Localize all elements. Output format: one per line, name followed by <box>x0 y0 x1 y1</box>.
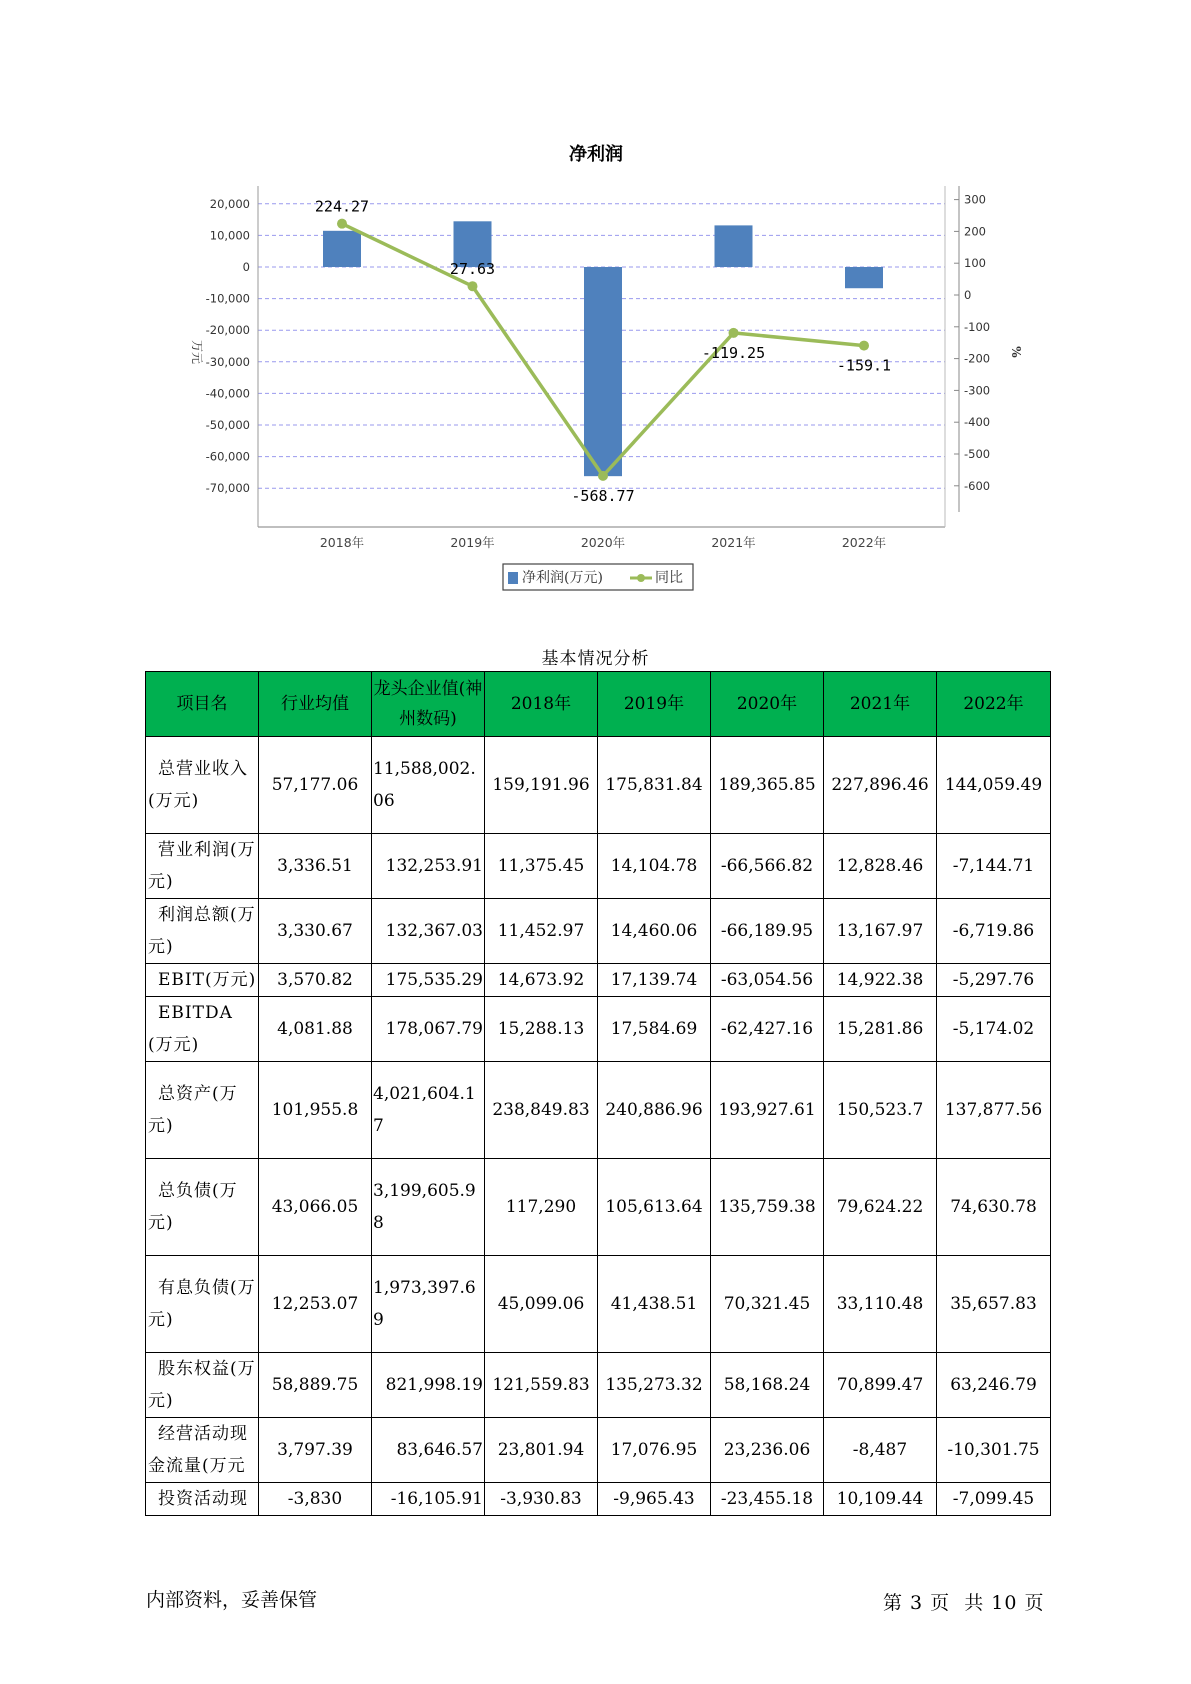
left-axis-title: 万元 <box>190 339 204 365</box>
data-label: -159.1 <box>836 356 892 375</box>
footer-page-number: 第 3 页 共 10 页 <box>883 1592 1045 1614</box>
data-label: 224.27 <box>314 197 370 216</box>
row-value: 159,191.96 <box>485 737 598 834</box>
row-value: 58,889.75 <box>259 1353 372 1418</box>
row-value: 240,886.96 <box>598 1062 711 1159</box>
row-label <box>146 1353 259 1418</box>
right-tick-label: -400 <box>964 415 991 430</box>
table-row <box>146 1353 1051 1418</box>
right-tick-label: 0 <box>964 288 972 302</box>
basic-analysis-table <box>145 671 1051 1516</box>
row-label-text: 有息负债(万元) <box>148 1278 256 1330</box>
row-value: 15,281.86 <box>824 997 937 1062</box>
row-label <box>146 1159 259 1256</box>
header-2019: 2019年 <box>598 672 711 737</box>
yoy-point <box>859 341 869 351</box>
row-value: 14,673.92 <box>485 964 598 997</box>
row-value: 132,253.91 <box>372 834 485 899</box>
row-value: 101,955.8 <box>259 1062 372 1159</box>
yoy-point <box>337 219 347 229</box>
left-tick-label: 10,000 <box>209 228 250 243</box>
row-value: 17,076.95 <box>598 1418 711 1483</box>
table-row <box>146 997 1051 1062</box>
left-tick-label: -40,000 <box>205 386 250 401</box>
data-label: 27.63 <box>449 260 496 279</box>
row-value: 193,927.61 <box>711 1062 824 1159</box>
right-tick-label: -100 <box>964 319 991 334</box>
table-row <box>146 964 1051 997</box>
row-value: -7,144.71 <box>937 834 1051 899</box>
row-value: 70,899.47 <box>824 1353 937 1418</box>
row-value: 137,877.56 <box>937 1062 1051 1159</box>
row-label-text: 经营活动现金流量(万元 <box>148 1424 248 1476</box>
row-value: 4,081.88 <box>259 997 372 1062</box>
row-label <box>146 1062 259 1159</box>
row-value: 57,177.06 <box>259 737 372 834</box>
row-label-text: 股东权益(万元) <box>148 1359 256 1411</box>
right-tick-label: -500 <box>964 447 991 461</box>
row-value: 43,066.05 <box>259 1159 372 1256</box>
row-value: 121,559.83 <box>485 1353 598 1418</box>
row-value: 3,797.39 <box>259 1418 372 1483</box>
category-label: 2022年 <box>841 535 887 550</box>
table-row <box>146 1062 1051 1159</box>
table-row <box>146 1483 1051 1516</box>
row-value: 23,236.06 <box>711 1418 824 1483</box>
row-value: 12,828.46 <box>824 834 937 899</box>
left-tick-label: 0 <box>242 260 250 274</box>
row-value: -5,297.76 <box>937 964 1051 997</box>
row-label-text: 营业利润(万元) <box>148 840 256 892</box>
left-tick-label: -70,000 <box>205 481 250 496</box>
row-value: 12,253.07 <box>259 1256 372 1353</box>
header-leader-value: 龙头企业值(神州数码) <box>372 672 485 737</box>
chart-svg <box>0 0 1191 600</box>
row-value: 135,273.32 <box>598 1353 711 1418</box>
row-value: 238,849.83 <box>485 1062 598 1159</box>
row-value: 17,584.69 <box>598 997 711 1062</box>
row-value: 74,630.78 <box>937 1159 1051 1256</box>
category-label: 2021年 <box>711 535 756 550</box>
row-value: 3,570.82 <box>259 964 372 997</box>
row-value: 11,375.45 <box>485 834 598 899</box>
bar <box>584 267 622 476</box>
chart-title: 净利润 <box>569 144 623 165</box>
left-tick-label: -50,000 <box>205 418 250 432</box>
row-value: -9,965.43 <box>598 1483 711 1516</box>
row-value: -66,566.82 <box>711 834 824 899</box>
header-2020: 2020年 <box>711 672 824 737</box>
row-value: -23,455.18 <box>711 1483 824 1516</box>
row-value: 58,168.24 <box>711 1353 824 1418</box>
right-tick-label: 200 <box>964 224 986 239</box>
row-value: 15,288.13 <box>485 997 598 1062</box>
row-value: -3,830 <box>259 1483 372 1516</box>
bar <box>323 231 361 267</box>
table-header-row <box>146 672 1051 737</box>
table-row <box>146 737 1051 834</box>
row-label <box>146 834 259 899</box>
legend-line-label: 同比 <box>655 570 683 586</box>
row-value: 3,336.51 <box>259 834 372 899</box>
row-label-text: EBITDA(万元) <box>148 1003 233 1055</box>
row-value: 11,588,002.06 <box>372 737 485 834</box>
table-row <box>146 1256 1051 1353</box>
left-tick-label: -30,000 <box>205 354 250 369</box>
row-value: 10,109.44 <box>824 1483 937 1516</box>
header-2022: 2022年 <box>937 672 1051 737</box>
header-industry-avg: 行业均值 <box>259 672 372 737</box>
row-value: 14,104.78 <box>598 834 711 899</box>
yoy-point <box>468 281 478 291</box>
category-label: 2020年 <box>580 535 626 550</box>
row-value: -8,487 <box>824 1418 937 1483</box>
right-axis-title: % <box>1009 346 1023 358</box>
header-2018: 2018年 <box>485 672 598 737</box>
row-label-text: 利润总额(万元) <box>148 905 256 957</box>
data-label: -119.25 <box>701 343 766 362</box>
row-value: 11,452.97 <box>485 899 598 964</box>
row-label <box>146 1483 259 1516</box>
table-row <box>146 1418 1051 1483</box>
row-value: 14,922.38 <box>824 964 937 997</box>
yoy-point <box>598 471 608 481</box>
row-value: -6,719.86 <box>937 899 1051 964</box>
row-value: 35,657.83 <box>937 1256 1051 1353</box>
net-profit-chart <box>0 0 1191 600</box>
table-title: 基本情况分析 <box>541 649 650 669</box>
category-label: 2019年 <box>450 535 495 550</box>
row-value: 227,896.46 <box>824 737 937 834</box>
row-value: 189,365.85 <box>711 737 824 834</box>
row-label-text: 投资活动现 <box>158 1489 248 1509</box>
row-value: 41,438.51 <box>598 1256 711 1353</box>
row-value: -10,301.75 <box>937 1418 1051 1483</box>
row-label <box>146 997 259 1062</box>
row-value: -5,174.02 <box>937 997 1051 1062</box>
row-value: 83,646.57 <box>372 1418 485 1483</box>
footer-confidential: 内部资料，妥善保管 <box>146 1589 318 1611</box>
bar <box>715 225 753 267</box>
left-tick-label: 20,000 <box>209 196 250 211</box>
row-label-text: 总营业收入(万元) <box>148 759 248 811</box>
row-value: 1,973,397.69 <box>372 1256 485 1353</box>
header-2021: 2021年 <box>824 672 937 737</box>
row-value: 135,759.38 <box>711 1159 824 1256</box>
table-row <box>146 1159 1051 1256</box>
row-value: 117,290 <box>485 1159 598 1256</box>
row-value: -3,930.83 <box>485 1483 598 1516</box>
row-value: 23,801.94 <box>485 1418 598 1483</box>
row-value: 175,535.29 <box>372 964 485 997</box>
row-value: 63,246.79 <box>937 1353 1051 1418</box>
row-value: -66,189.95 <box>711 899 824 964</box>
left-tick-label: -10,000 <box>205 291 250 306</box>
data-label: -568.77 <box>571 486 635 505</box>
right-tick-label: 300 <box>964 192 986 207</box>
row-value: 105,613.64 <box>598 1159 711 1256</box>
legend-bar-label: 净利润(万元) <box>522 570 603 586</box>
left-tick-label: -20,000 <box>205 323 250 338</box>
row-label-text: EBIT(万元) <box>158 970 257 990</box>
row-value: 4,021,604.17 <box>372 1062 485 1159</box>
legend-bar-swatch <box>508 572 518 584</box>
right-tick-label: -300 <box>964 383 991 398</box>
row-label-text: 总资产(万元) <box>148 1084 238 1136</box>
row-value: -7,099.45 <box>937 1483 1051 1516</box>
table-row <box>146 899 1051 964</box>
right-tick-label: -600 <box>964 478 991 493</box>
row-value: -16,105.91 <box>372 1483 485 1516</box>
row-value: 17,139.74 <box>598 964 711 997</box>
row-value: 14,460.06 <box>598 899 711 964</box>
row-label <box>146 899 259 964</box>
row-value: -62,427.16 <box>711 997 824 1062</box>
yoy-point <box>729 328 739 338</box>
row-value: -63,054.56 <box>711 964 824 997</box>
row-value: 144,059.49 <box>937 737 1051 834</box>
row-label-text: 总负债(万元) <box>148 1181 238 1233</box>
row-value: 132,367.03 <box>372 899 485 964</box>
row-value: 70,321.45 <box>711 1256 824 1353</box>
row-value: 178,067.79 <box>372 997 485 1062</box>
row-value: 175,831.84 <box>598 737 711 834</box>
row-value: 821,998.19 <box>372 1353 485 1418</box>
right-tick-label: -200 <box>964 351 991 366</box>
row-label <box>146 1256 259 1353</box>
category-label: 2018年 <box>319 535 365 550</box>
header-item-name: 项目名 <box>146 672 259 737</box>
row-value: 13,167.97 <box>824 899 937 964</box>
right-tick-label: 100 <box>964 256 986 271</box>
row-value: 3,330.67 <box>259 899 372 964</box>
bar <box>845 267 883 288</box>
row-label <box>146 737 259 834</box>
row-value: 33,110.48 <box>824 1256 937 1353</box>
row-value: 45,099.06 <box>485 1256 598 1353</box>
row-value: 150,523.7 <box>824 1062 937 1159</box>
row-value: 3,199,605.98 <box>372 1159 485 1256</box>
row-value: 79,624.22 <box>824 1159 937 1256</box>
table-row <box>146 834 1051 899</box>
legend-line-marker <box>637 574 645 582</box>
left-tick-label: -60,000 <box>205 449 250 464</box>
row-label <box>146 964 259 997</box>
row-label <box>146 1418 259 1483</box>
